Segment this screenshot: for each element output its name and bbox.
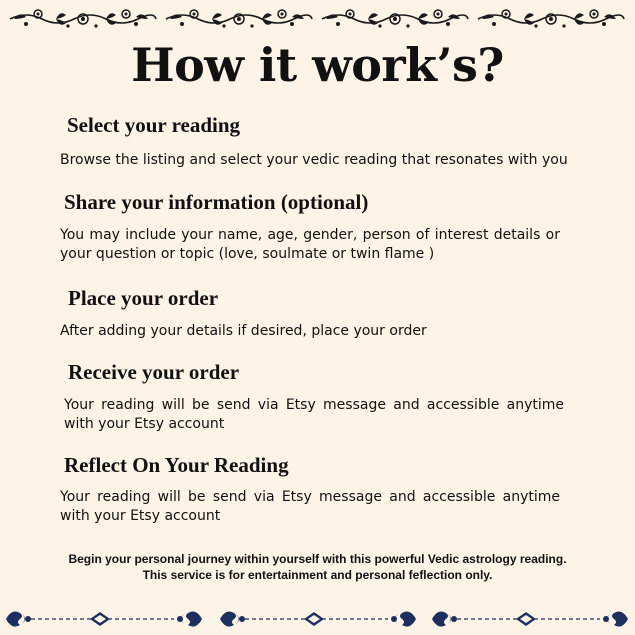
arrow-scroll-ornament-3	[432, 611, 628, 626]
footer-line-1: Begin your personal journey within yourself with this powerful Vedic astrology reading.	[68, 552, 567, 566]
section-text-share-information: You may include your name, age, gender, person of interest details or your question or topic (love, soulmate or twin flame )	[60, 227, 560, 262]
section-text-reflect-reading: Your reading will be send via Etsy message and accessible anytime with your Etsy account	[60, 489, 560, 524]
floral-vine-ornament-2	[166, 10, 312, 28]
section-heading-select-reading: Select your reading	[67, 113, 241, 137]
section-text-receive-order: Your reading will be send via Etsy message and accessible anytime with your Etsy account	[64, 397, 564, 432]
section-heading-place-order: Place your order	[68, 286, 219, 310]
page-title: How it work’s?	[131, 38, 504, 92]
footer-disclaimer	[0, 551, 635, 583]
section-heading-receive-order: Receive your order	[68, 360, 240, 384]
arrow-scroll-ornament-2	[220, 611, 416, 626]
section-text-select-reading: Browse the listing and select your vedic reading that resonates with you	[60, 152, 568, 168]
section-heading-reflect-reading: Reflect On Your Reading	[64, 453, 289, 477]
section-text-place-order: After adding your details if desired, place your order	[60, 323, 427, 339]
bottom-scroll-border	[0, 606, 635, 632]
floral-vine-ornament-3	[322, 10, 468, 28]
top-floral-border	[0, 6, 635, 32]
section-heading-share-information: Share your information (optional)	[64, 190, 369, 214]
arrow-scroll-ornament-1	[6, 611, 202, 626]
footer-line-2: This service is for entertainment and personal feflection only.	[142, 568, 493, 582]
floral-vine-ornament-1	[10, 10, 156, 28]
floral-vine-ornament-4	[478, 10, 624, 28]
